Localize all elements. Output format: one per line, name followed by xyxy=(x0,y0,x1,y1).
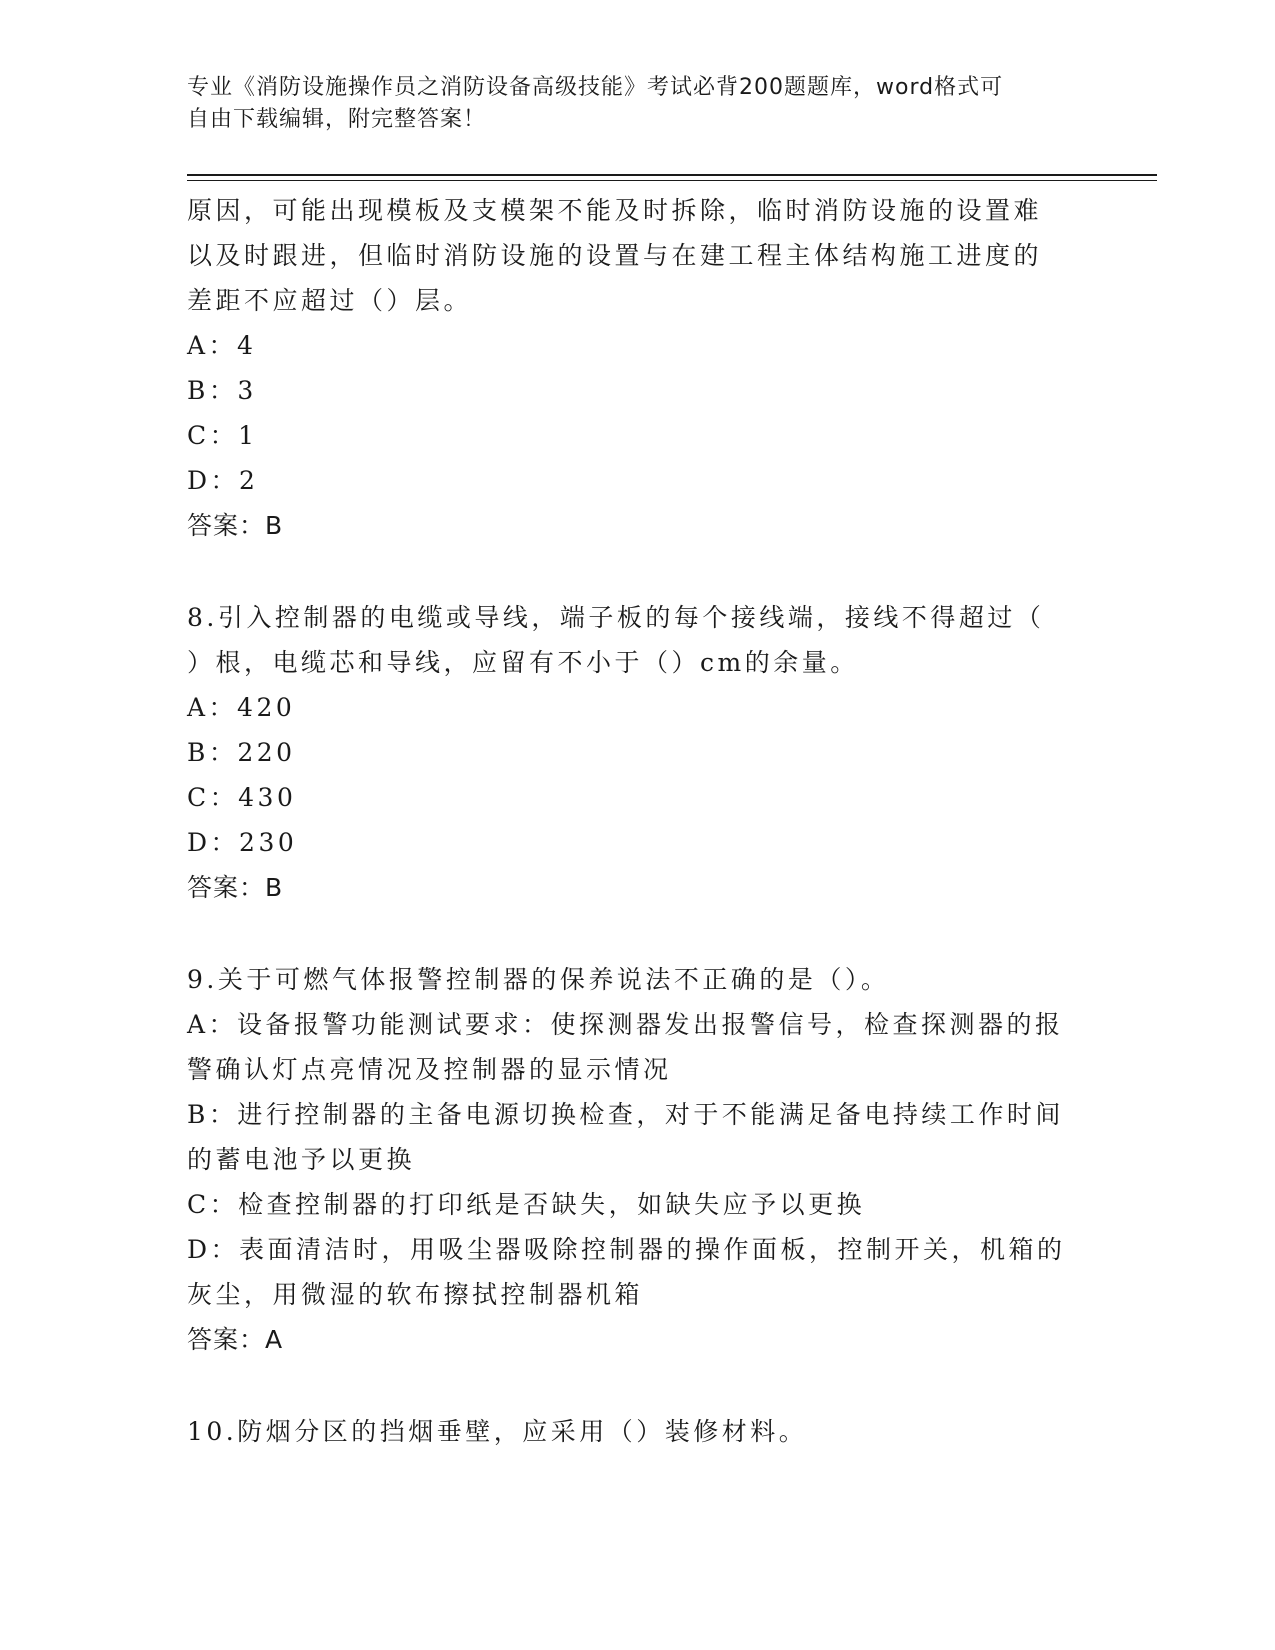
option-c: C：1 xyxy=(187,421,258,450)
option-c: C：检查控制器的打印纸是否缺失，如缺失应予以更换 xyxy=(187,1190,866,1219)
option-b-line-2: 的蓄电池予以更换 xyxy=(187,1145,416,1174)
question-spacer xyxy=(187,548,1087,595)
option-a: A：420 xyxy=(187,693,296,722)
question-prev xyxy=(187,188,1087,548)
option-b-line-1: B：进行控制器的主备电源切换检查，对于不能满足备电持续工作时间 xyxy=(187,1100,1064,1129)
option-b: B：220 xyxy=(187,738,296,767)
question-stem-line: 9.关于可燃气体报警控制器的保养说法不正确的是（）。 xyxy=(187,965,890,994)
question-stem-line: 差距不应超过（）层。 xyxy=(187,286,473,315)
document-header xyxy=(187,72,1067,136)
question-stem-line: 8.引入控制器的电缆或导线，端子板的每个接线端，接线不得超过（ xyxy=(187,603,1045,632)
answer-line: 答案：A xyxy=(187,1325,284,1354)
option-a-line-1: A：设备报警功能测试要求：使探测器发出报警信号，检查探测器的报 xyxy=(187,1010,1064,1039)
question-list xyxy=(187,188,1087,1454)
option-c: C：430 xyxy=(187,783,297,812)
option-a: A：4 xyxy=(187,331,257,360)
option-b: B：3 xyxy=(187,376,257,405)
question-8 xyxy=(187,595,1087,910)
question-stem-line: 原因，可能出现模板及支模架不能及时拆除，临时消防设施的设置难 xyxy=(187,196,1043,225)
option-a-line-2: 警确认灯点亮情况及控制器的显示情况 xyxy=(187,1055,672,1084)
question-spacer xyxy=(187,1362,1087,1409)
question-stem-line: 以及时跟进，但临时消防设施的设置与在建工程主体结构施工进度的 xyxy=(187,241,1043,270)
header-line-1: 专业《消防设施操作员之消防设备高级技能》考试必背200题题库，word格式可 xyxy=(187,75,1004,100)
option-d: D：230 xyxy=(187,828,298,857)
question-stem-line: ）根，电缆芯和导线，应留有不小于（）cm的余量。 xyxy=(187,648,859,677)
header-divider-thick xyxy=(187,174,1157,176)
option-d: D：2 xyxy=(187,466,259,495)
answer-line: 答案：B xyxy=(187,873,284,902)
question-spacer xyxy=(187,910,1087,957)
answer-line: 答案：B xyxy=(187,511,284,540)
header-divider-thin xyxy=(187,180,1157,181)
question-9 xyxy=(187,957,1087,1362)
option-d-line-2: 灰尘，用微湿的软布擦拭控制器机箱 xyxy=(187,1280,644,1309)
option-d-line-1: D：表面清洁时，用吸尘器吸除控制器的操作面板，控制开关，机箱的 xyxy=(187,1235,1066,1264)
question-stem-line: 10.防烟分区的挡烟垂壁，应采用（）装修材料。 xyxy=(187,1417,808,1446)
question-10 xyxy=(187,1409,1087,1454)
header-line-2: 自由下载编辑，附完整答案！ xyxy=(187,107,487,132)
